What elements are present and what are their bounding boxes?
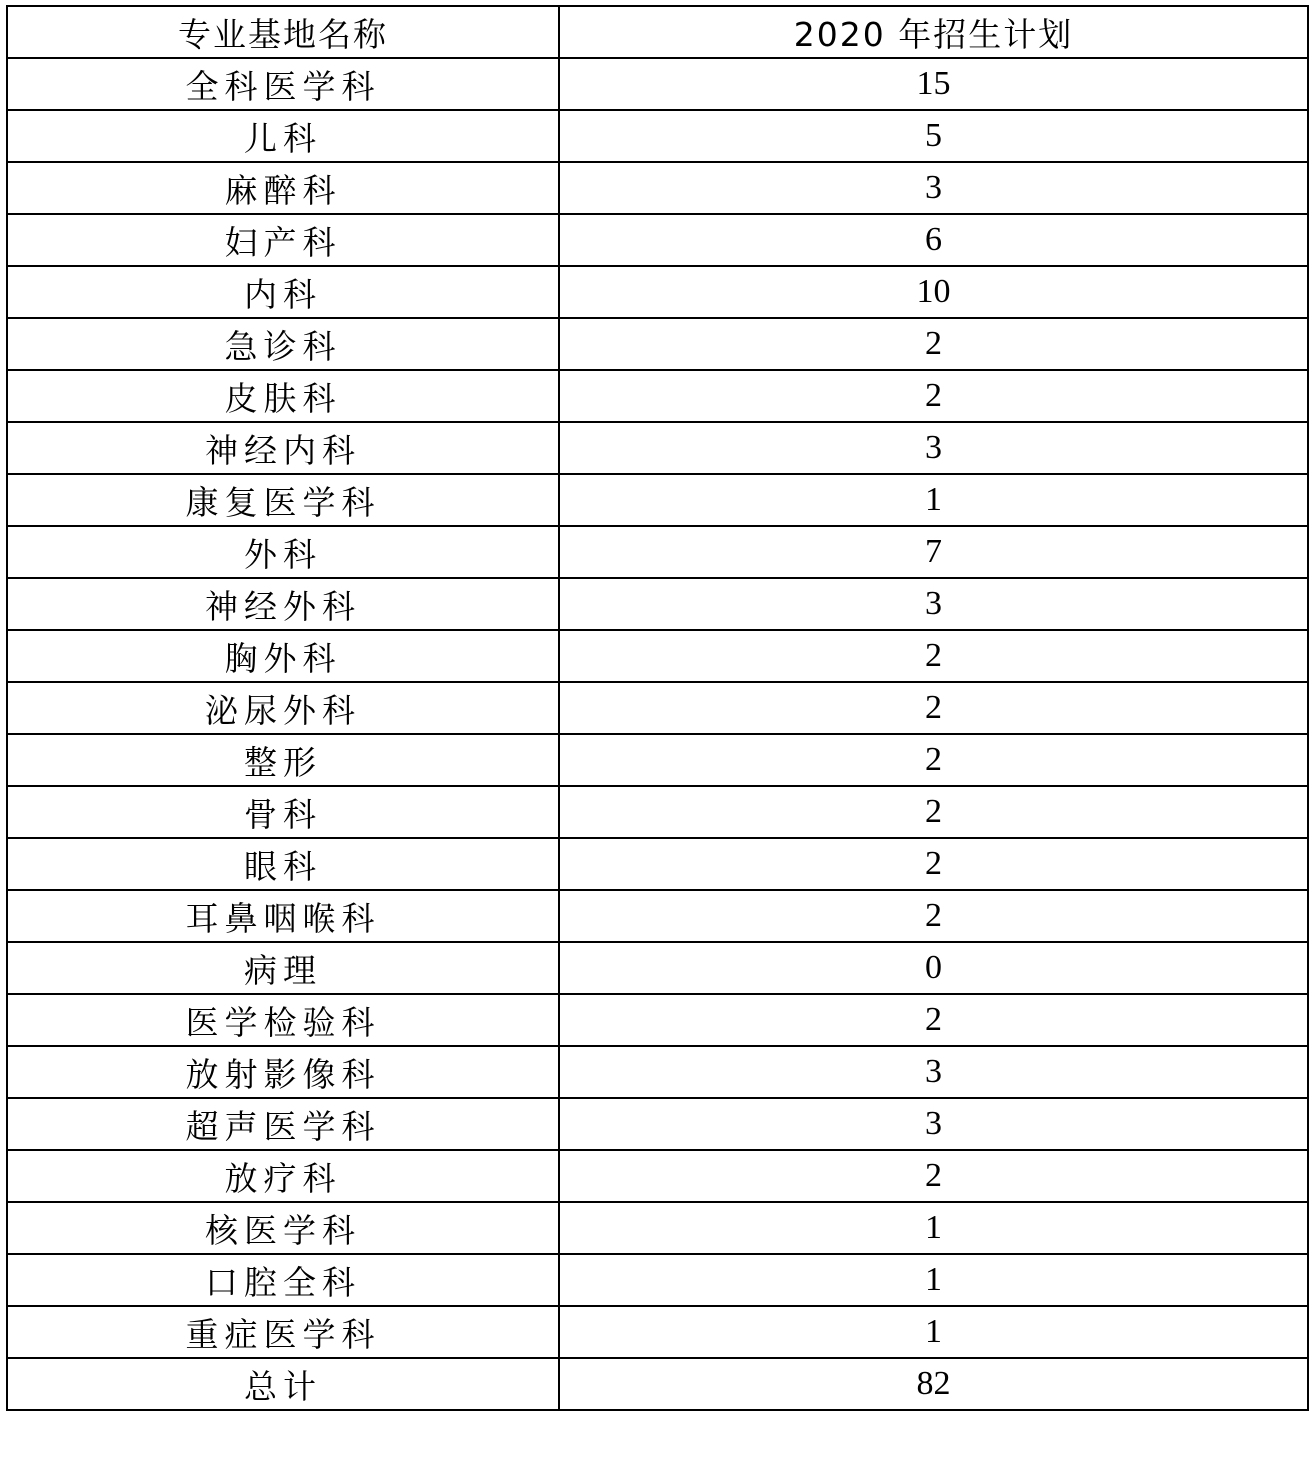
table-row bbox=[7, 1202, 1308, 1254]
table-row bbox=[7, 734, 1308, 786]
specialty-name-cell: 神经外科 bbox=[7, 578, 559, 630]
enrollment-count-cell: 3 bbox=[559, 1046, 1308, 1098]
specialty-name-cell: 核医学科 bbox=[7, 1202, 559, 1254]
table-row bbox=[7, 1150, 1308, 1202]
table-row bbox=[7, 578, 1308, 630]
enrollment-count-cell: 1 bbox=[559, 1306, 1308, 1358]
enrollment-count-cell: 7 bbox=[559, 526, 1308, 578]
table-row bbox=[7, 370, 1308, 422]
enrollment-count-cell: 2 bbox=[559, 786, 1308, 838]
enrollment-count-cell: 3 bbox=[559, 578, 1308, 630]
table-row bbox=[7, 682, 1308, 734]
table-header-row bbox=[7, 6, 1308, 58]
enrollment-count-cell: 3 bbox=[559, 162, 1308, 214]
enrollment-count-cell: 2 bbox=[559, 994, 1308, 1046]
specialty-name-cell: 胸外科 bbox=[7, 630, 559, 682]
table-row bbox=[7, 942, 1308, 994]
table-row bbox=[7, 318, 1308, 370]
enrollment-count-cell: 3 bbox=[559, 422, 1308, 474]
column-header-base-name: 专业基地名称 bbox=[7, 6, 559, 58]
specialty-name-cell: 妇产科 bbox=[7, 214, 559, 266]
table-body bbox=[7, 58, 1308, 1410]
table-row bbox=[7, 630, 1308, 682]
table-row bbox=[7, 110, 1308, 162]
enrollment-count-cell: 2 bbox=[559, 890, 1308, 942]
enrollment-count-cell: 82 bbox=[559, 1358, 1308, 1410]
specialty-name-cell: 全科医学科 bbox=[7, 58, 559, 110]
table-row bbox=[7, 1098, 1308, 1150]
enrollment-count-cell: 2 bbox=[559, 682, 1308, 734]
specialty-name-cell: 骨科 bbox=[7, 786, 559, 838]
enrollment-count-cell: 1 bbox=[559, 1254, 1308, 1306]
enrollment-count-cell: 2 bbox=[559, 734, 1308, 786]
enrollment-count-cell: 1 bbox=[559, 1202, 1308, 1254]
specialty-name-cell: 麻醉科 bbox=[7, 162, 559, 214]
specialty-name-cell: 内科 bbox=[7, 266, 559, 318]
enrollment-count-cell: 10 bbox=[559, 266, 1308, 318]
table-row bbox=[7, 994, 1308, 1046]
enrollment-count-cell: 0 bbox=[559, 942, 1308, 994]
enrollment-count-cell: 15 bbox=[559, 58, 1308, 110]
table-row bbox=[7, 266, 1308, 318]
table-row bbox=[7, 1306, 1308, 1358]
specialty-name-cell: 病理 bbox=[7, 942, 559, 994]
enrollment-count-cell: 2 bbox=[559, 630, 1308, 682]
specialty-name-cell: 总计 bbox=[7, 1358, 559, 1410]
specialty-name-cell: 医学检验科 bbox=[7, 994, 559, 1046]
specialty-name-cell: 泌尿外科 bbox=[7, 682, 559, 734]
specialty-name-cell: 口腔全科 bbox=[7, 1254, 559, 1306]
enrollment-count-cell: 6 bbox=[559, 214, 1308, 266]
specialty-name-cell: 儿科 bbox=[7, 110, 559, 162]
table-row bbox=[7, 162, 1308, 214]
specialty-name-cell: 重症医学科 bbox=[7, 1306, 559, 1358]
table-row bbox=[7, 58, 1308, 110]
table-row bbox=[7, 526, 1308, 578]
enrollment-count-cell: 5 bbox=[559, 110, 1308, 162]
table-row bbox=[7, 838, 1308, 890]
table-row bbox=[7, 1046, 1308, 1098]
table-row bbox=[7, 1254, 1308, 1306]
specialty-name-cell: 急诊科 bbox=[7, 318, 559, 370]
specialty-name-cell: 康复医学科 bbox=[7, 474, 559, 526]
enrollment-count-cell: 2 bbox=[559, 838, 1308, 890]
table-row bbox=[7, 786, 1308, 838]
table-row bbox=[7, 422, 1308, 474]
specialty-name-cell: 放疗科 bbox=[7, 1150, 559, 1202]
enrollment-plan-table bbox=[6, 5, 1309, 1411]
specialty-name-cell: 放射影像科 bbox=[7, 1046, 559, 1098]
specialty-name-cell: 外科 bbox=[7, 526, 559, 578]
table-total-row bbox=[7, 1358, 1308, 1410]
specialty-name-cell: 整形 bbox=[7, 734, 559, 786]
specialty-name-cell: 耳鼻咽喉科 bbox=[7, 890, 559, 942]
table-row bbox=[7, 214, 1308, 266]
column-header-enrollment-plan: 2020 年招生计划 bbox=[559, 6, 1308, 58]
specialty-name-cell: 超声医学科 bbox=[7, 1098, 559, 1150]
specialty-name-cell: 眼科 bbox=[7, 838, 559, 890]
table-row bbox=[7, 474, 1308, 526]
enrollment-count-cell: 2 bbox=[559, 1150, 1308, 1202]
enrollment-count-cell: 1 bbox=[559, 474, 1308, 526]
specialty-name-cell: 神经内科 bbox=[7, 422, 559, 474]
enrollment-count-cell: 2 bbox=[559, 318, 1308, 370]
specialty-name-cell: 皮肤科 bbox=[7, 370, 559, 422]
table-row bbox=[7, 890, 1308, 942]
enrollment-count-cell: 2 bbox=[559, 370, 1308, 422]
enrollment-count-cell: 3 bbox=[559, 1098, 1308, 1150]
